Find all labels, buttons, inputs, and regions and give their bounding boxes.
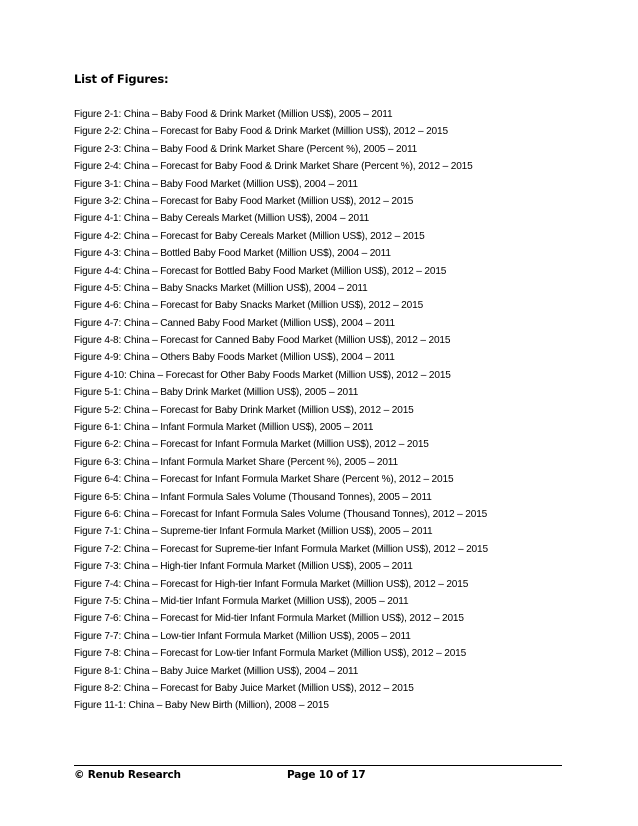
- figure-entry: Figure 4-7: China – Canned Baby Food Market (Million US$), 2004 – 2011: [74, 317, 395, 329]
- figure-entry: Figure 6-3: China – Infant Formula Market Share (Percent %), 2005 – 2011: [74, 456, 398, 468]
- page-heading: List of Figures:: [74, 72, 169, 86]
- figure-entry: Figure 2-4: China – Forecast for Baby Food & Drink Market Share (Percent %), 2012 – 2015: [74, 161, 473, 173]
- figure-entry: Figure 2-2: China – Forecast for Baby Food & Drink Market (Million US$), 2012 – 2015: [74, 126, 448, 138]
- figure-entry: Figure 8-1: China – Baby Juice Market (Million US$), 2004 – 2011: [74, 665, 359, 677]
- figure-entry: Figure 6-4: China – Forecast for Infant Formula Market Share (Percent %), 2012 – 2015: [74, 474, 454, 486]
- figure-entry: Figure 7-1: China – Supreme-tier Infant Formula Market (Million US$), 2005 – 2011: [74, 526, 433, 538]
- figure-entry: Figure 4-1: China – Baby Cereals Market (Million US$), 2004 – 2011: [74, 213, 370, 225]
- figure-entry: Figure 5-1: China – Baby Drink Market (Million US$), 2005 – 2011: [74, 387, 359, 399]
- figure-entry: Figure 7-4: China – Forecast for High-tier Infant Formula Market (Million US$), 2012 – 2015: [74, 578, 469, 590]
- figure-entry: Figure 4-2: China – Forecast for Baby Cereals Market (Million US$), 2012 – 2015: [74, 230, 425, 242]
- figure-entry: Figure 6-5: China – Infant Formula Sales Volume (Thousand Tonnes), 2005 – 2011: [74, 491, 432, 503]
- footer-copyright: © Renub Research: [74, 769, 181, 781]
- figure-entry: Figure 4-9: China – Others Baby Foods Market (Million US$), 2004 – 2011: [74, 352, 395, 364]
- figure-entry: Figure 7-6: China – Forecast for Mid-tier Infant Formula Market (Million US$), 2012 – 2015: [74, 613, 464, 625]
- figure-entry: Figure 4-6: China – Forecast for Baby Snacks Market (Million US$), 2012 – 2015: [74, 300, 424, 312]
- figure-entry: Figure 8-2: China – Forecast for Baby Juice Market (Million US$), 2012 – 2015: [74, 682, 414, 694]
- figure-entry: Figure 4-8: China – Forecast for Canned Baby Food Market (Million US$), 2012 – 2015: [74, 335, 451, 347]
- footer-page-number: Page 10 of 17: [287, 769, 366, 781]
- figure-entry: Figure 2-3: China – Baby Food & Drink Market Share (Percent %), 2005 – 2011: [74, 143, 418, 155]
- figure-entry: Figure 3-1: China – Baby Food Market (Million US$), 2004 – 2011: [74, 178, 358, 190]
- figure-entry: Figure 3-2: China – Forecast for Baby Food Market (Million US$), 2012 – 2015: [74, 195, 414, 207]
- figure-entry: Figure 4-10: China – Forecast for Other Baby Foods Market (Million US$), 2012 – 2015: [74, 369, 451, 381]
- figure-entry: Figure 11-1: China – Baby New Birth (Million), 2008 – 2015: [74, 700, 329, 712]
- figure-entry: Figure 5-2: China – Forecast for Baby Drink Market (Million US$), 2012 – 2015: [74, 404, 414, 416]
- figure-entry: Figure 7-8: China – Forecast for Low-tier Infant Formula Market (Million US$), 2012 – 2015: [74, 648, 467, 660]
- figure-list: [74, 106, 488, 715]
- figure-entry: Figure 7-5: China – Mid-tier Infant Formula Market (Million US$), 2005 – 2011: [74, 595, 409, 607]
- figure-entry: Figure 6-6: China – Forecast for Infant Formula Sales Volume (Thousand Tonnes), 2012 – 2015: [74, 508, 488, 520]
- figure-entry: Figure 4-4: China – Forecast for Bottled Baby Food Market (Million US$), 2012 – 2015: [74, 265, 447, 277]
- figure-entry: Figure 7-3: China – High-tier Infant Formula Market (Million US$), 2005 – 2011: [74, 561, 413, 573]
- figure-entry: Figure 4-5: China – Baby Snacks Market (Million US$), 2004 – 2011: [74, 282, 368, 294]
- figure-entry: Figure 7-7: China – Low-tier Infant Formula Market (Million US$), 2005 – 2011: [74, 630, 411, 642]
- figure-entry: Figure 4-3: China – Bottled Baby Food Market (Million US$), 2004 – 2011: [74, 248, 391, 260]
- footer-divider: [74, 765, 562, 766]
- figure-entry: Figure 6-1: China – Infant Formula Market (Million US$), 2005 – 2011: [74, 422, 374, 434]
- figure-entry: Figure 7-2: China – Forecast for Supreme-tier Infant Formula Market (Million US$), 2012 – 2015: [74, 543, 488, 555]
- figure-entry: Figure 2-1: China – Baby Food & Drink Market (Million US$), 2005 – 2011: [74, 109, 393, 120]
- figure-entry: Figure 6-2: China – Forecast for Infant Formula Market (Million US$), 2012 – 2015: [74, 439, 429, 451]
